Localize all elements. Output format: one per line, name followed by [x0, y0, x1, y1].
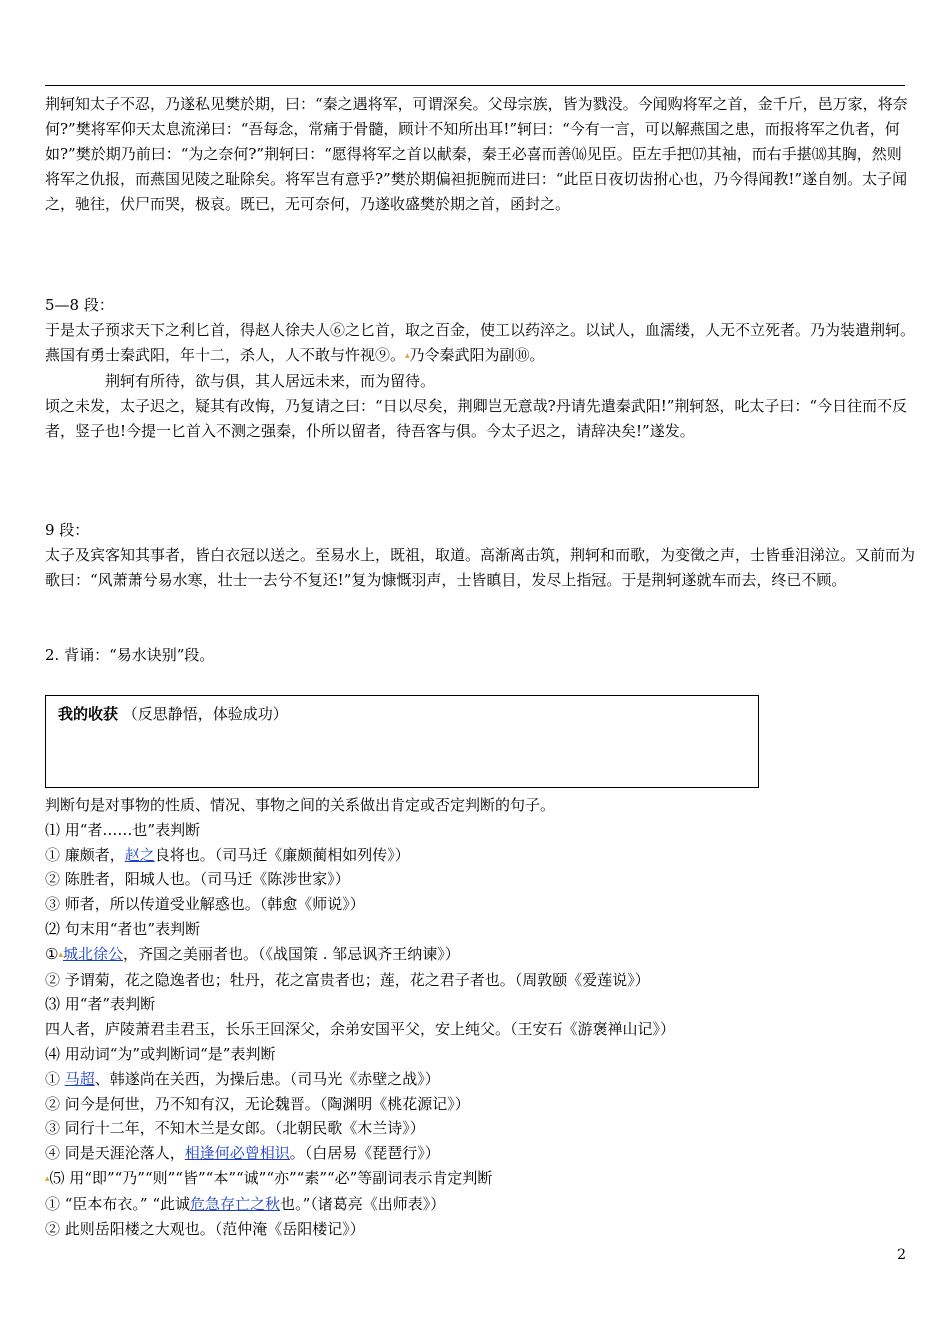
section-heading: 9 段： — [45, 521, 90, 539]
section-9 — [45, 518, 915, 593]
notes-heading: ⑵ 句末用“者也”表判断 — [45, 919, 201, 938]
notes-example: ① 马超、韩遂尚在关西，为操后患。（司马光《赤壁之战》） — [45, 1069, 440, 1088]
notes-example: ② 予谓菊，花之隐逸者也；牡丹，花之富贵者也；莲，花之君子者也。（周敦颐《爱莲说》） — [45, 970, 650, 989]
notes-heading: ▴⑸ 用“即”“乃”“则”“皆”“本”“诚”“亦”“素”“必”等副词表示肯定判断 — [45, 1168, 493, 1187]
notes-example: 四人者，庐陵萧君圭君玉，长乐王回深父，余弟安国平父，安上纯父。（王安石《游褒禅山记》） — [45, 1020, 676, 1039]
section-heading: 5—8 段： — [45, 296, 114, 314]
passage-paragraph: 荆轲知太子不忍，乃遂私见樊於期，曰：“秦之遇将军，可谓深矣。父母宗族，皆为戮没。今闻购将军之首，金千斤，邑万家，将奈何?”樊将军仰天太息流涕曰：“吾每念，常痛于骨髓，顾计不知所出耳!”轲曰：“今有一言，可以解燕国之患，而报将军之仇者，何如?”樊於期乃前曰：“为之奈何?”荆轲曰：“愿得将军之首以献秦，秦王必喜而善⒃见臣。臣左手把⒄其袖，而右手揕⒅其胸，然则将军之仇报，而燕国见陵之耻除矣。将军岂有意乎?”樊於期偏袒扼腕而进曰：“此臣日夜切齿拊心也，乃今得闻教!”遂自刎。太子闻之，驰往，伏尸而哭，极哀。既已，无可奈何，乃遂收盛樊於期之首，函封之。 — [45, 95, 908, 213]
header-rule — [45, 85, 905, 86]
page-number: 2 — [897, 1247, 906, 1263]
hyperlink[interactable]: 相逢何必曾相识 — [184, 1144, 290, 1163]
judgment-notes — [45, 793, 915, 1241]
section-paragraph: 太子及宾客知其事者，皆白衣冠以送之。至易水上，既祖，取道。高渐离击筑，荆轲和而歌，为变徵之声，士皆垂泪涕泣。又前而为歌曰：“风萧萧兮易水寒，壮士一去兮不复还!”复为慷慨羽声，士皆瞋目，发尽上指冠。于是荆轲遂就车而去，终已不顾。 — [45, 546, 916, 589]
section-5-8 — [45, 293, 915, 444]
notes-example: ① “臣本布衣。” “此诚危急存亡之秋也。”（诸葛亮《出师表》） — [45, 1194, 446, 1213]
harvest-box — [45, 695, 759, 788]
notes-heading: ⑷ 用动词“为”或判断词“是”表判断 — [45, 1044, 276, 1063]
edit-mark-icon: ▴ — [58, 949, 63, 960]
edit-mark-icon: ▴ — [45, 1173, 50, 1184]
notes-example: ② 陈胜者，阳城人也。（司马迁《陈涉世家》） — [45, 870, 350, 889]
section-paragraph: 于是太子预求天下之利匕首，得赵人徐夫人⑥之匕首，取之百金，使工以药淬之。以试人，血濡缕，人无不立死者。乃为装遣荆轲。 — [45, 321, 916, 339]
notes-example: ④ 同是天涯沦落人，相逢何必曾相识。（白居易《琵琶行》） — [45, 1144, 440, 1163]
notes-heading: ⑶ 用“者”表判断 — [45, 995, 156, 1014]
passage-top — [45, 92, 915, 217]
notes-example: ① 廉颇者，赵之良将也。（司马迁《廉颇蔺相如列传》） — [45, 845, 410, 864]
edit-mark-icon: ▴ — [405, 351, 410, 361]
notes-heading: ⑴ 用“者……也”表判断 — [45, 820, 201, 839]
notes-example: ② 此则岳阳楼之大观也。（范仲淹《岳阳楼记》） — [45, 1219, 365, 1238]
notes-example: ③ 师者，所以传道受业解惑也。（韩愈《师说》） — [45, 895, 365, 914]
hyperlink[interactable]: 马超 — [64, 1069, 95, 1088]
harvest-subtitle: （反思静悟，体验成功） — [122, 705, 288, 723]
hyperlink[interactable]: 危急存亡之秋 — [190, 1194, 281, 1213]
notes-example: ①▴城北徐公，齐国之美丽者也。（《战国策 . 邹忌讽齐王纳谏》） — [45, 944, 460, 963]
recite-instruction: 2. 背诵：“易水诀别”段。 — [45, 646, 215, 664]
section-paragraph: 荆轲有所待，欲与俱，其人居远未来，而为留待。 — [105, 372, 436, 390]
harvest-title: 我的收获 — [58, 705, 119, 723]
section-paragraph: 燕国有勇士秦武阳，年十二，杀人，人不敢与忤视⑨。▴乃令秦武阳为副⑩。 — [45, 346, 545, 364]
hyperlink[interactable]: 城北徐公 — [62, 944, 123, 963]
section-paragraph: 顷之未发，太子迟之，疑其有改悔，乃复请之曰：“日以尽矣，荆卿岂无意哉?丹请先遣秦武阳!”荆轲怒，叱太子曰：“今日往而不反者，竖子也!今提一匕首入不测之强秦，仆所以留者，待吾客与俱。今太子迟之，请辞决矣!”遂发。 — [45, 397, 908, 440]
notes-example: ③ 同行十二年，不知木兰是女郎。（北朝民歌《木兰诗》） — [45, 1119, 425, 1138]
hyperlink[interactable]: 赵之 — [124, 845, 155, 864]
notes-example: ② 问今是何世，乃不知有汉，无论魏晋。（陶渊明《桃花源记》） — [45, 1094, 470, 1113]
notes-intro: 判断句是对事物的性质、情况、事物之间的关系做出肯定或否定判断的句子。 — [45, 796, 556, 814]
